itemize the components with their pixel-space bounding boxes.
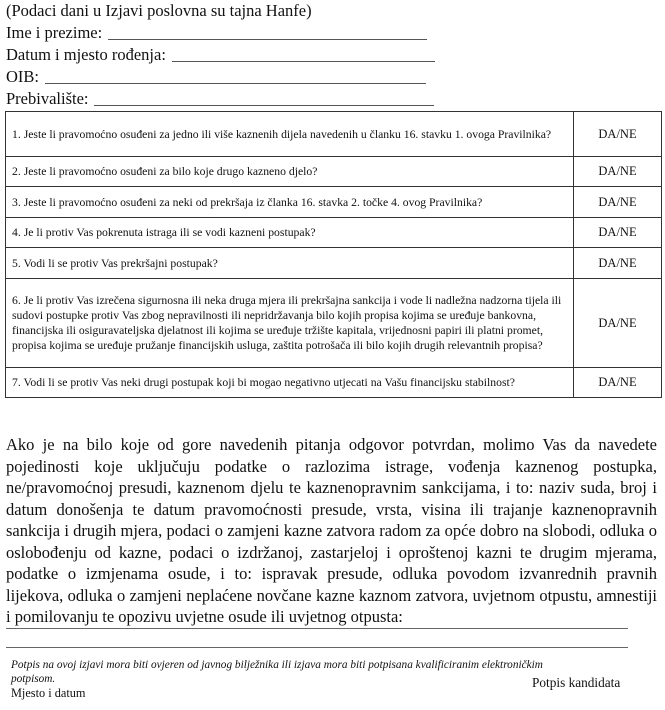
details-line-2[interactable] <box>6 647 628 648</box>
questions-table <box>5 111 662 398</box>
candidate-signature-label: Potpis kandidata <box>532 675 621 690</box>
place-and-date-label: Mjesto i datum <box>11 686 86 700</box>
field-label: Ime i prezime: <box>6 23 103 42</box>
field-full-name <box>6 23 427 43</box>
question-row <box>6 187 662 218</box>
question-row <box>6 368 662 398</box>
question-text: 5. Vodi li se protiv Vas prekršajni postupak? <box>6 248 574 279</box>
question-text: 3. Jeste li pravomoćno osuđeni za neki od prekršaja iz članka 16. stavka 2. točke 4. ovog Pravilnika? <box>6 187 574 218</box>
question-row <box>6 218 662 248</box>
answer-da-ne[interactable]: DA/NE <box>574 368 662 398</box>
question-text: 1. Jeste li pravomoćno osuđeni za jedno ili više kaznenih dijela navedenih u članku 16. stavku 1. ovoga Pravilnika? <box>6 112 574 157</box>
question-text: 7. Vodi li se protiv Vas neki drugi postupak koji bi mogao negativno utjecati na Vašu financijsku stabilnost? <box>6 368 574 398</box>
answer-da-ne[interactable]: DA/NE <box>574 112 662 157</box>
residence-input-line[interactable] <box>94 105 434 106</box>
answer-da-ne[interactable]: DA/NE <box>574 248 662 279</box>
answer-da-ne[interactable]: DA/NE <box>574 279 662 368</box>
full-name-input-line[interactable] <box>108 39 427 40</box>
question-text: 4. Je li protiv Vas pokrenuta istraga ili se vodi kazneni postupak? <box>6 218 574 248</box>
field-residence <box>6 89 434 109</box>
field-label: Prebivalište: <box>6 89 89 108</box>
details-line-1[interactable] <box>6 628 628 629</box>
question-row <box>6 112 662 157</box>
question-row <box>6 248 662 279</box>
answer-da-ne[interactable]: DA/NE <box>574 218 662 248</box>
confidential-note: (Podaci dani u Izjavi poslovna su tajna Hanfe) <box>6 1 312 20</box>
question-row <box>6 157 662 187</box>
answer-da-ne[interactable]: DA/NE <box>574 157 662 187</box>
question-text: 6. Je li protiv Vas izrečena sigurnosna ili neka druga mjera ili prekršajna sankcija i vode li nadležna nadzorna tijela ili sudovi postupke protiv Vas zbog nepravilnosti ili nepridržavanja bilo kojih propisa kojima se uređuje bankovna, financijska ili osiguravateljska djelatnost ili kojima se uređuje tržište kapitala, vrijednosni papiri ili platni promet, propisa kojima se uređuje pružanje financijskih usluga, zaštita potrošača ili bilo kojih drugih relevantnih propisa? <box>6 279 574 368</box>
answer-da-ne[interactable]: DA/NE <box>574 187 662 218</box>
field-label: Datum i mjesto rođenja: <box>6 45 166 64</box>
field-oib <box>6 67 426 87</box>
signature-note: Potpis na ovoj izjavi mora biti ovjeren od javnog bilježnika ili izjava mora biti potpisana kvalificiranim elektroničkim potpisom. <box>11 659 543 685</box>
question-text: 2. Jeste li pravomoćno osuđeni za bilo koje drugo kazneno djelo? <box>6 157 574 187</box>
question-row <box>6 279 662 368</box>
field-birth-date-place <box>6 45 435 65</box>
oib-input-line[interactable] <box>45 83 426 84</box>
instructions-paragraph: Ako je na bilo koje od gore navedenih pitanja odgovor potvrdan, molimo Vas da navedete pojedinosti koje uključuju podatke o razlozima istrage, vođenja kaznenog postupka, ne/pravomoćnoj presudi, kaznenom djelu te kaznenopravnim sankcijama, i to: naziv suda, broj i datum donošenja te datum pravomoćnosti presude, vrsta, visina ili trajanje kaznenopravnih sankcija i drugih mjera, podaci o zamjeni kazne zatvora radom za opće dobro na slobodi, odluka o oslobođenju od kazne, podaci o izdržanoj, zastarjeloj i oproštenoj kazni te drugim mjerama, podatke o izmjenama osude, i to: ispravak presude, odluka povodom izvanrednih pravnih lijekova, odluka o zamjeni neplaćene novčane kazne kaznom zatvora, uvjetnom otpustu, amnestiji i pomilovanju te opozivu uvjetne osude ili uvjetnog otpusta: <box>6 435 657 626</box>
field-label: OIB: <box>6 67 39 86</box>
birth-date-place-input-line[interactable] <box>172 61 435 62</box>
